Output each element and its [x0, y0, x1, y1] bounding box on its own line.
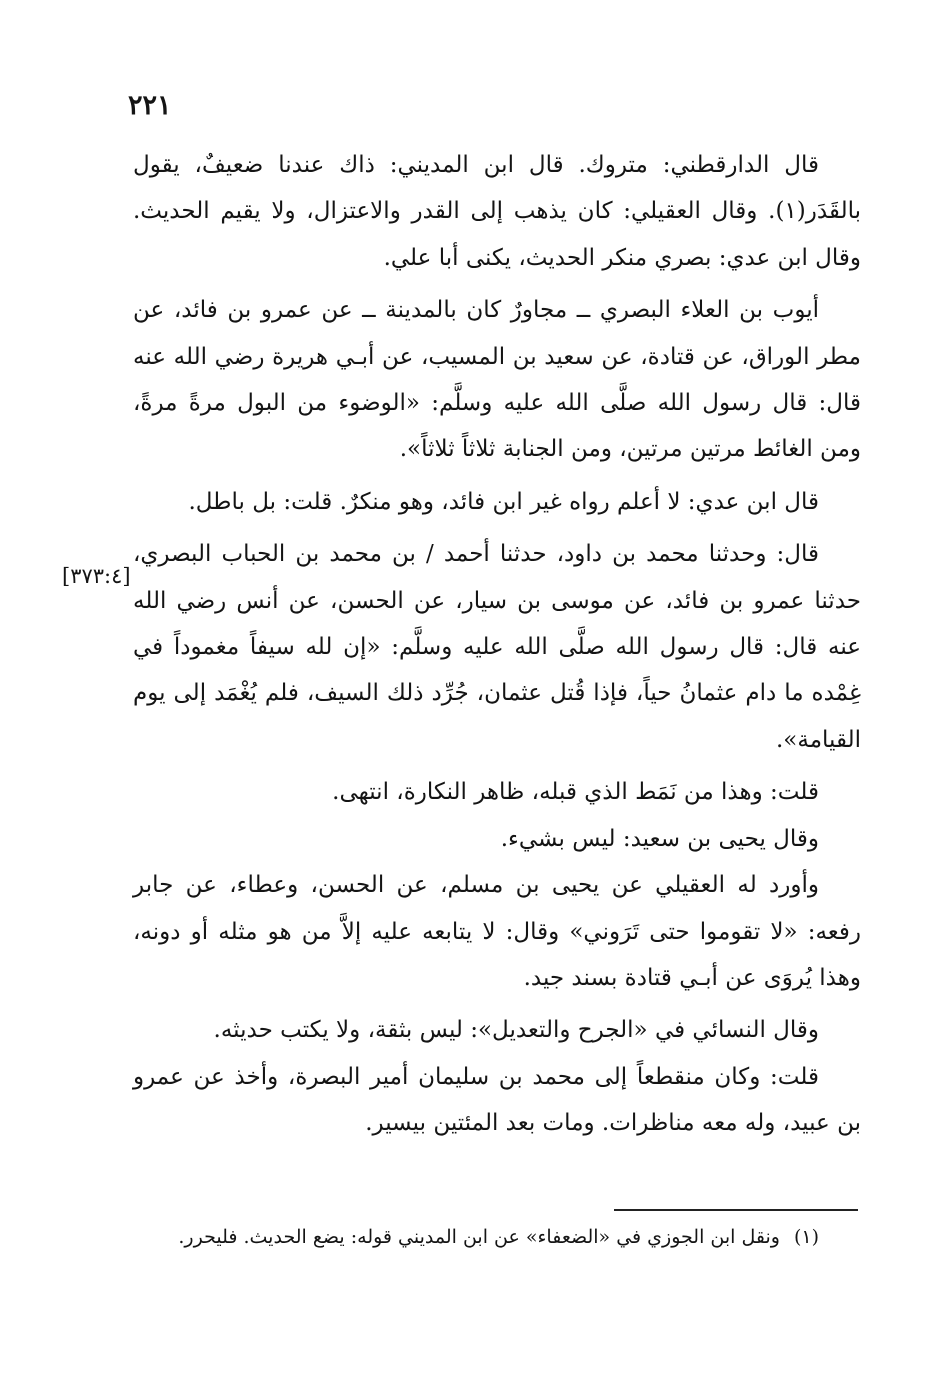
paragraph: قال الدارقطني: متروك. قال ابن المديني: ذاك عندنا ضعيفٌ، يقول بالقَدَر(١). وقال العقيلي: كان يذهب إلى القدر والاعتزال، ولا يقيم الحديث. وقال ابن عدي: بصري منكر الحديث، يكنى أبا علي.	[133, 152, 861, 271]
paragraph: أيوب بن العلاء البصري ــ مجاورٌ كان بالمدينة ــ عن عمرو بن فائد، عن مطر الوراق، عن قتادة، عن سعيد بن المسيب، عن أبـي هريرة رضي الله عنه قال: قال رسول الله صلَّى الله عليه وسلَّم: «الوضوء من البول مرةً مرةً، ومن الغائط مرتين مرتين، ومن الجنابة ثلاثاً ثلاثاً».	[133, 297, 861, 463]
paragraph: وقال يحيى بن سعيد: ليس بشيء.	[500, 825, 819, 852]
paragraph: قلت: وكان منقطعاً إلى محمد بن سليمان أمير البصرة، وأخذ عن عمرو بن عبيد، وله معه مناظرات. ومات بعد المئتين بيسير.	[133, 1063, 861, 1137]
paragraph: وأورد له العقيلي عن يحيى بن مسلم، عن الحسن، وعطاء، عن جابر رفعه: «لا تقوموا حتى تَرَوني» وقال: لا يتابعه عليه إلاَّ من هو مثله أو دونه، وهذا يُروَى عن أبـي قتادة بسند جيد.	[133, 872, 861, 991]
footnote	[133, 1222, 819, 1252]
page-number: ٢٢١	[128, 90, 172, 121]
paragraph: قال ابن عدي: لا أعلم رواه غير ابن فائد، وهو منكرٌ. قلت: بل باطل.	[188, 488, 819, 515]
margin-reference: [٣٧٣:٤]	[62, 564, 131, 588]
main-text	[133, 142, 861, 1147]
footnote-text: ونقل ابن الجوزي في «الضعفاء» عن ابن المديني قوله: يضع الحديث. فليحرر.	[178, 1226, 780, 1248]
footnote-number: (١)	[793, 1226, 819, 1248]
paragraph: وقال النسائي في «الجرح والتعديل»: ليس بثقة، ولا يكتب حديثه.	[213, 1017, 819, 1044]
footnote-divider	[614, 1209, 858, 1211]
paragraph: قلت: وهذا من نَمَط الذي قبله، ظاهر النكارة، انتهى.	[332, 779, 819, 806]
paragraph: قال: وحدثنا محمد بن داود، حدثنا أحمد / بن محمد بن الحباب البصري، حدثنا عمرو بن فائد، عن موسى بن سيار، عن الحسن، عن أنس رضي الله عنه قال: قال رسول الله صلَّى الله عليه وسلَّم: «إن لله سيفاً مغموداً في غِمْده ما دام عثمانُ حياً، فإذا قُتل عثمان، جُرِّد ذلك السيف، فلم يُغْمَد إلى يوم القيامة».	[133, 541, 861, 753]
